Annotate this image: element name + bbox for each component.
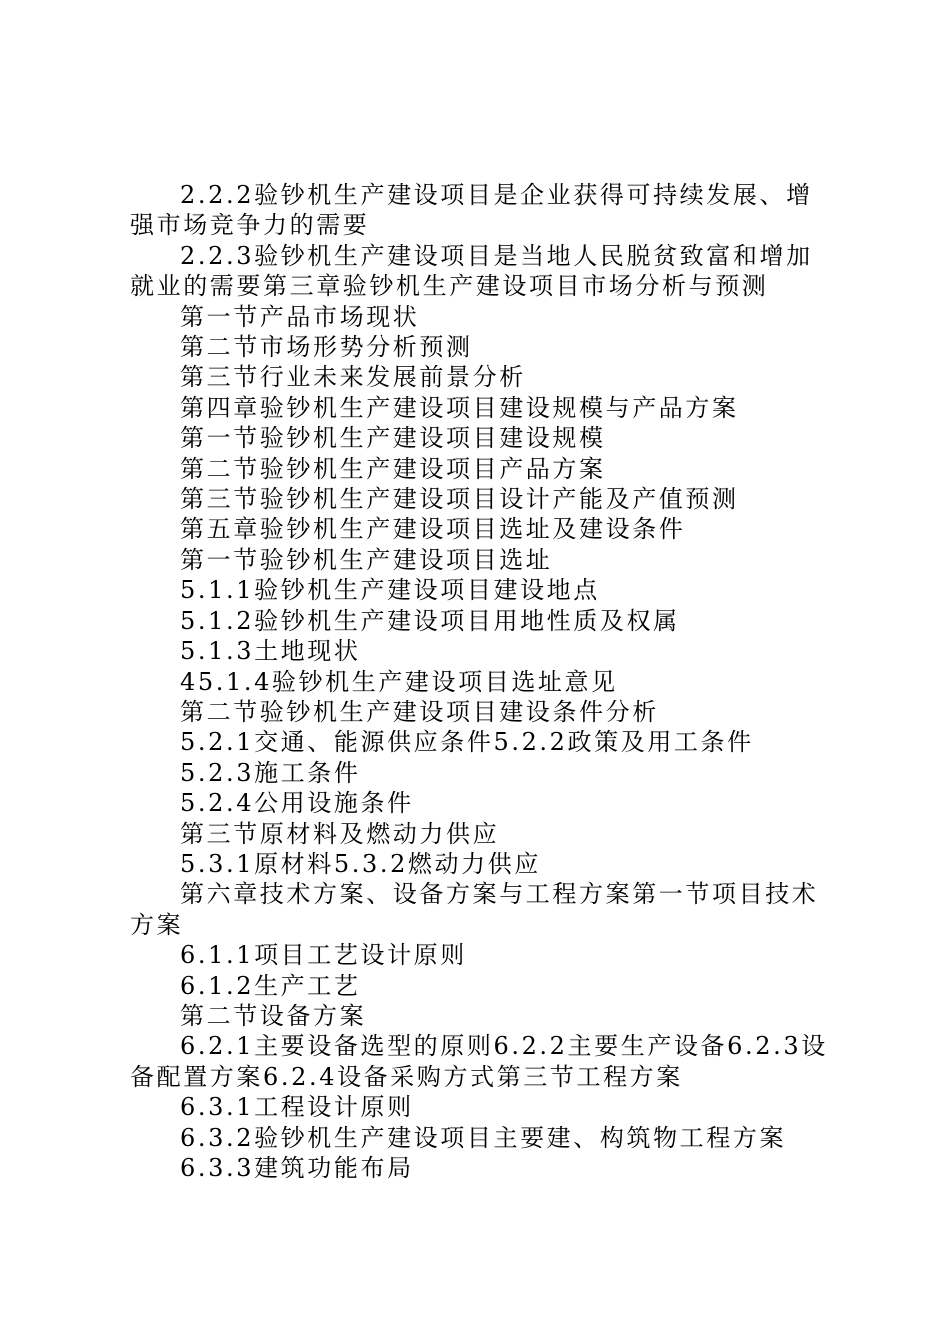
document-body (130, 180, 830, 1183)
toc-line: 6.2.1主要设备选型的原则6.2.2主要生产设备6.2.3设备配置方案6.2.4设备采购方式第三节工程方案 (130, 1032, 828, 1091)
toc-line: 6.3.3建筑功能布局 (180, 1154, 414, 1182)
toc-line: 5.1.3土地现状 (180, 637, 361, 666)
toc-line: 第二节验钞机生产建设项目产品方案 (180, 454, 606, 483)
toc-line: 第三节验钞机生产建设项目设计产能及产值预测 (180, 485, 739, 514)
toc-line: 5.3.1原材料5.3.2燃动力供应 (180, 849, 541, 878)
toc-line: 45.1.4验钞机生产建设项目选址意见 (180, 667, 618, 696)
toc-line: 第四章验钞机生产建设项目建设规模与产品方案 (180, 393, 739, 422)
toc-line: 6.1.2生产工艺 (180, 971, 361, 1000)
toc-line: 5.1.2验钞机生产建设项目用地性质及权属 (180, 606, 680, 635)
toc-line: 2.2.2验钞机生产建设项目是企业获得可持续发展、增强市场竞争力的需要 (130, 181, 813, 240)
toc-line: 第三节原材料及燃动力供应 (180, 819, 500, 848)
toc-line: 5.2.1交通、能源供应条件5.2.2政策及用工条件 (180, 728, 754, 757)
toc-line: 6.3.2验钞机生产建设项目主要建、构筑物工程方案 (180, 1123, 787, 1152)
toc-line: 第一节验钞机生产建设项目建设规模 (180, 424, 606, 453)
toc-line: 第二节验钞机生产建设项目建设条件分析 (180, 697, 659, 726)
toc-line: 第二节设备方案 (180, 1001, 367, 1030)
toc-line: 5.1.1验钞机生产建设项目建设地点 (180, 576, 600, 605)
toc-line: 2.2.3验钞机生产建设项目是当地人民脱贫致富和增加就业的需要第三章验钞机生产建设项目市场分析与预测 (130, 241, 813, 301)
toc-line: 6.1.1项目工艺设计原则 (180, 941, 467, 970)
toc-line: 第三节行业未来发展前景分析 (180, 363, 526, 392)
toc-line: 第五章验钞机生产建设项目选址及建设条件 (180, 515, 686, 544)
toc-line: 5.2.4公用设施条件 (180, 789, 414, 818)
toc-line: 第一节产品市场现状 (180, 302, 420, 331)
toc-line: 6.3.1工程设计原则 (180, 1093, 414, 1122)
toc-line: 第二节市场形势分析预测 (180, 333, 473, 362)
toc-line: 第六章技术方案、设备方案与工程方案第一节项目技术方案 (130, 880, 819, 939)
toc-line: 5.2.3施工条件 (180, 758, 361, 787)
toc-line: 第一节验钞机生产建设项目选址 (180, 545, 553, 574)
